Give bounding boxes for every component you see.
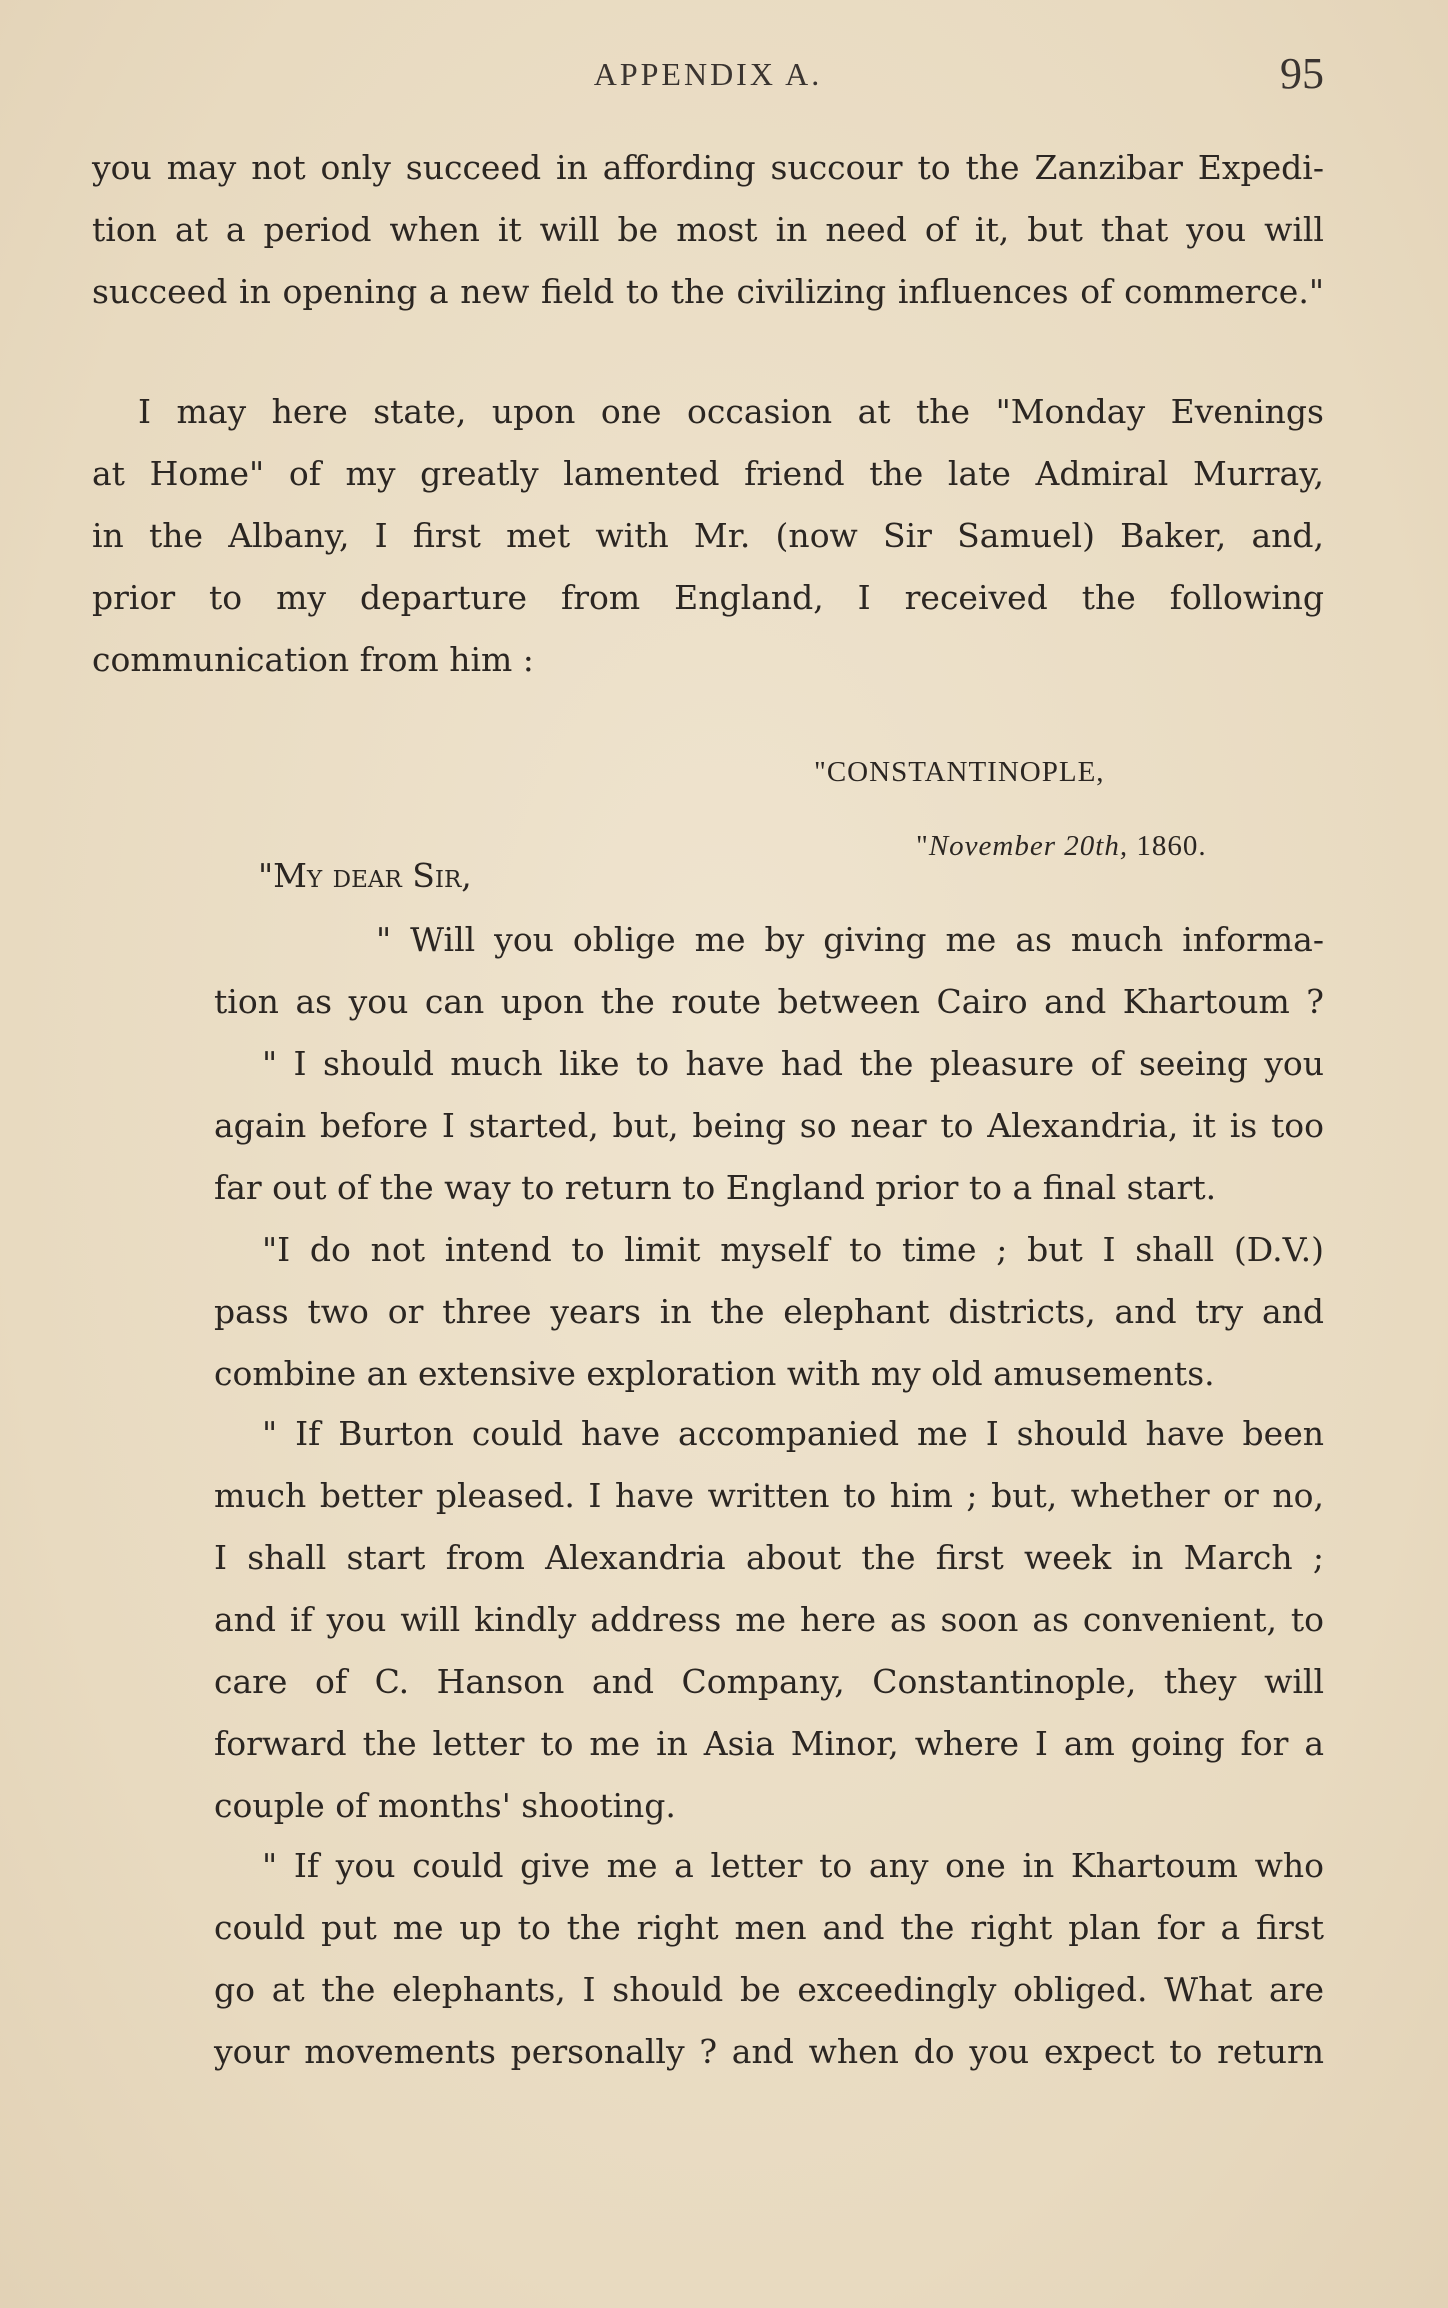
text-line: I may here state, upon one occasion at the "Monday Evenings — [138, 392, 1324, 431]
letter-date — [916, 826, 1207, 866]
letter-line: far out of the way to return to England prior to a final start. — [214, 1168, 1217, 1207]
letter-line: could put me up to the right men and the right plan for a first — [214, 1908, 1324, 1947]
text-line: at Home" of my greatly lamented friend the late Admiral Murray, — [92, 454, 1324, 493]
letter-date-month: November 20th, — [928, 830, 1129, 862]
letter-line: pass two or three years in the elephant districts, and try and — [214, 1292, 1324, 1331]
text-line: succeed in opening a new field to the civilizing influences of commerce." — [92, 272, 1324, 311]
letter-line: " Will you oblige me by giving me as much informa- — [376, 920, 1324, 959]
letter-date-quote: " — [916, 830, 929, 862]
letter-line: " If Burton could have accompanied me I should have been — [262, 1414, 1324, 1453]
letter-date-year: 1860. — [1128, 830, 1207, 862]
letter-line: go at the elephants, I should be exceedingly obliged. What are — [214, 1970, 1324, 2009]
running-header — [92, 48, 1324, 108]
text-line: you may not only succeed in affording succour to the Zanzibar Expedi- — [92, 148, 1324, 187]
text-line: in the Albany, I first met with Mr. (now Sir Samuel) Baker, and, — [92, 516, 1324, 555]
letter-line: combine an extensive exploration with my old amusements. — [214, 1354, 1215, 1393]
letter-place: "CONSTANTINOPLE, — [814, 756, 1105, 788]
letter-line: much better pleased. I have written to him ; but, whether or no, — [214, 1476, 1324, 1515]
text-line: communication from him : — [92, 640, 534, 679]
text-line: tion at a period when it will be most in need of it, but that you will — [92, 210, 1324, 249]
page-number: 95 — [1280, 49, 1324, 98]
letter-line: I shall start from Alexandria about the first week in March ; — [214, 1538, 1324, 1577]
letter-line: " I should much like to have had the pleasure of seeing you — [262, 1044, 1324, 1083]
text-line: prior to my departure from England, I received the following — [92, 578, 1324, 617]
letter-line: again before I started, but, being so near to Alexandria, it is too — [214, 1106, 1324, 1145]
letter-line: "I do not intend to limit myself to time ; but I shall (D.V.) — [262, 1230, 1324, 1269]
letter-line: care of C. Hanson and Company, Constantinople, they will — [214, 1662, 1324, 1701]
letter-line: forward the letter to me in Asia Minor, where I am going for a — [214, 1724, 1324, 1763]
letter-line: couple of months' shooting. — [214, 1786, 676, 1825]
letter-line: tion as you can upon the route between Cairo and Khartoum ? — [214, 982, 1324, 1021]
letter-line: your movements personally ? and when do you expect to return — [214, 2032, 1324, 2071]
letter-salutation: "My dear Sir, — [258, 856, 472, 895]
letter-line: and if you will kindly address me here as soon as convenient, to — [214, 1600, 1324, 1639]
letter-line: " If you could give me a letter to any one in Khartoum who — [262, 1846, 1324, 1885]
running-title: APPENDIX A. — [593, 56, 823, 92]
